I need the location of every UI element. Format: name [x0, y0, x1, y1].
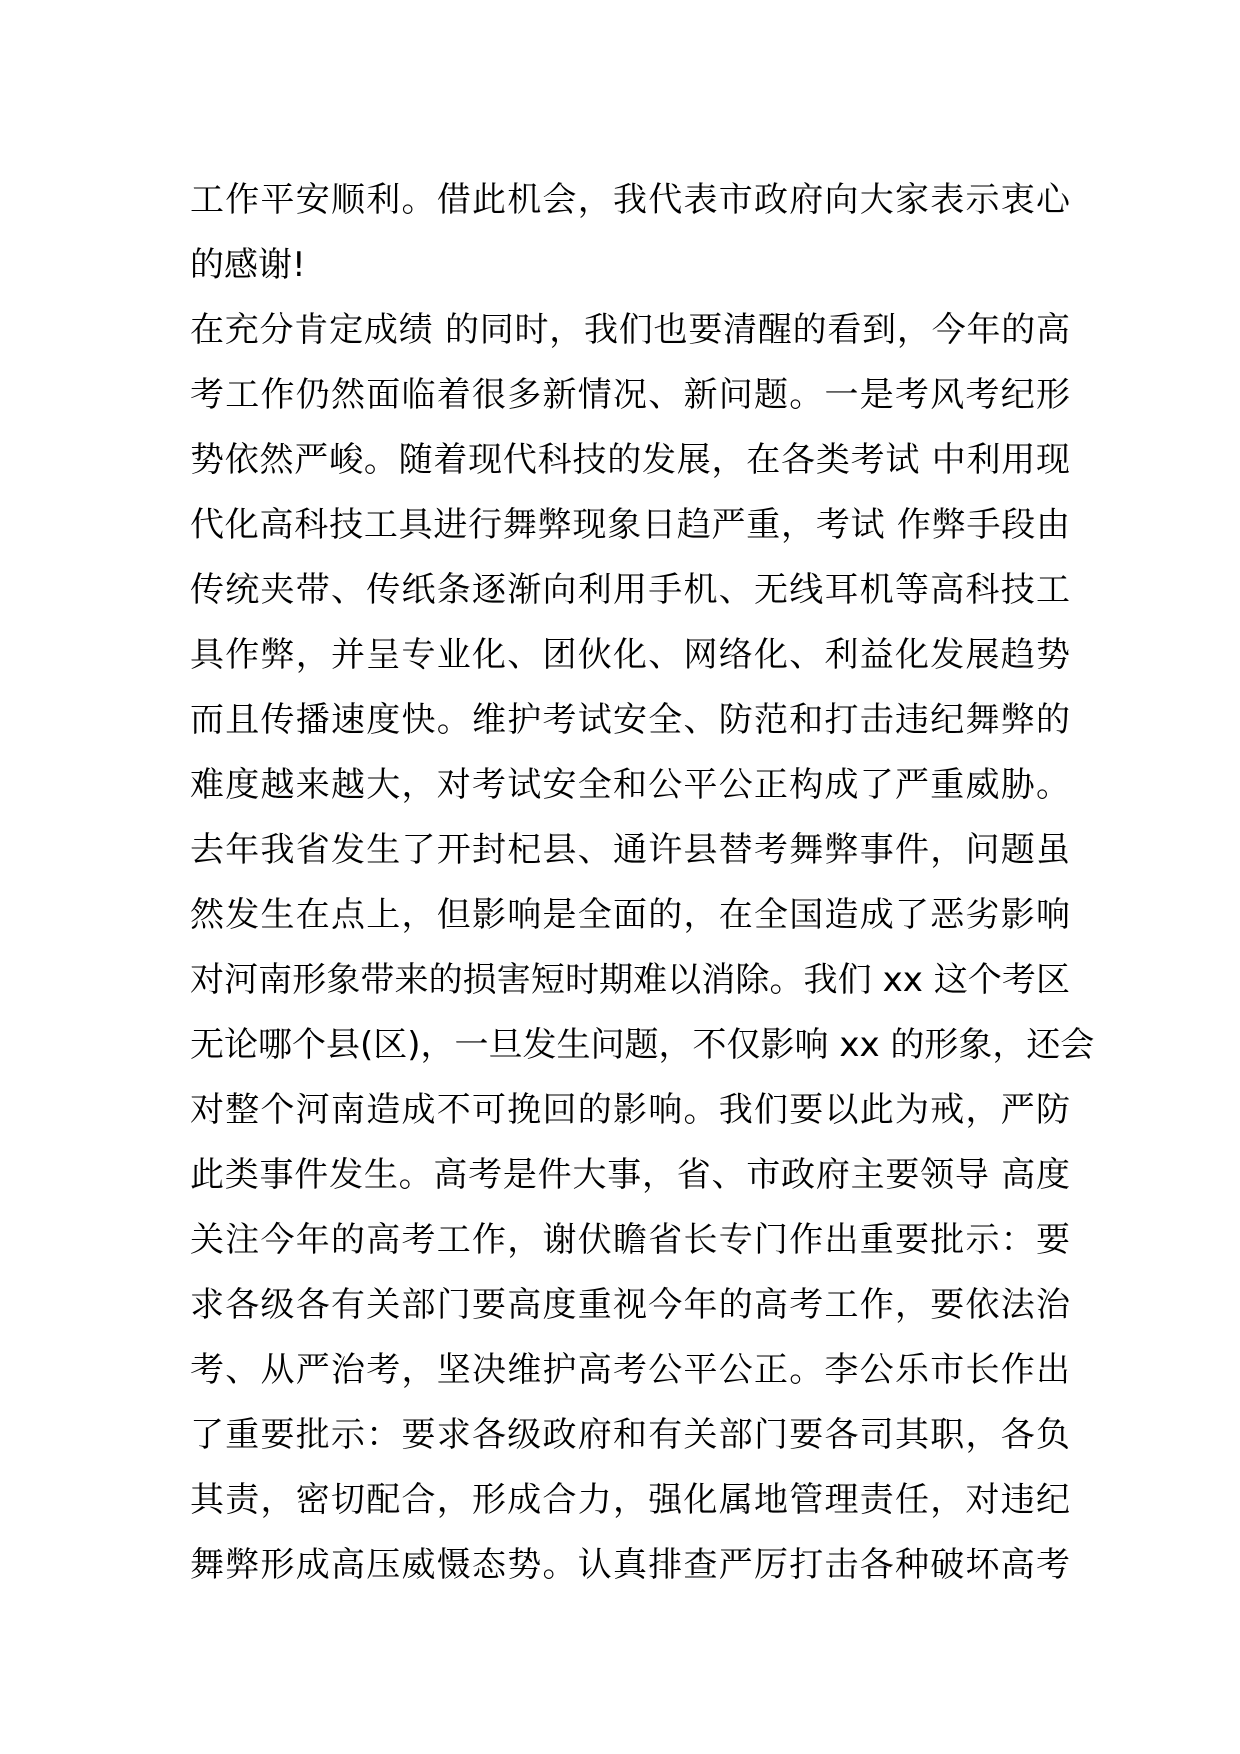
text-line: 对河南形象带来的损害短时期难以消除。我们 xx 这个考区: [190, 960, 1070, 1000]
text-line: 具作弊，并呈专业化、团伙化、网络化、利益化发展趋势: [190, 635, 1070, 675]
text-line: 的感谢!: [190, 245, 306, 285]
text-line: 舞弊形成高压威慑态势。认真排查严厉打击各种破坏高考: [190, 1545, 1070, 1585]
text-line: 代化高科技工具进行舞弊现象日趋严重，考试 作弊手段由: [190, 505, 1070, 545]
text-line: 去年我省发生了开封杞县、通许县替考舞弊事件，问题虽: [190, 830, 1070, 870]
text-line: 在充分肯定成绩 的同时，我们也要清醒的看到，今年的高: [190, 310, 1070, 350]
paragraph: [190, 298, 1095, 1598]
text-line: 其责，密切配合，形成合力，强化属地管理责任，对违纪: [190, 1480, 1070, 1520]
text-line: 考工作仍然面临着很多新情况、新问题。一是考风考纪形: [190, 375, 1070, 415]
text-line: 此类事件发生。高考是件大事，省、市政府主要领导 高度: [190, 1155, 1070, 1195]
text-line: 工作平安顺利。借此机会，我代表市政府向大家表示衷心: [190, 180, 1070, 220]
text-line: 而且传播速度快。维护考试安全、防范和打击违纪舞弊的: [190, 700, 1070, 740]
text-line: 无论哪个县(区)，一旦发生问题，不仅影响 xx 的形象，还会: [190, 1025, 1095, 1065]
text-line: 对整个河南造成不可挽回的影响。我们要以此为戒，严防: [190, 1090, 1070, 1130]
text-line: 求各级各有关部门要高度重视今年的高考工作，要依法治: [190, 1285, 1070, 1325]
text-line: 传统夹带、传纸条逐渐向利用手机、无线耳机等高科技工: [190, 570, 1070, 610]
paragraph: [190, 168, 1070, 298]
text-line: 难度越来越大，对考试安全和公平公正构成了严重威胁。: [190, 765, 1070, 805]
text-line: 然发生在点上，但影响是全面的，在全国造成了恶劣影响: [190, 895, 1070, 935]
text-line: 考、从严治考，坚决维护高考公平公正。李公乐市长作出: [190, 1350, 1070, 1390]
text-line: 关注今年的高考工作，谢伏瞻省长专门作出重要批示：要: [190, 1220, 1070, 1260]
text-line: 了重要批示：要求各级政府和有关部门要各司其职，各负: [190, 1415, 1070, 1455]
document-body: [190, 168, 1095, 1598]
text-line: 势依然严峻。随着现代科技的发展，在各类考试 中利用现: [190, 440, 1070, 480]
